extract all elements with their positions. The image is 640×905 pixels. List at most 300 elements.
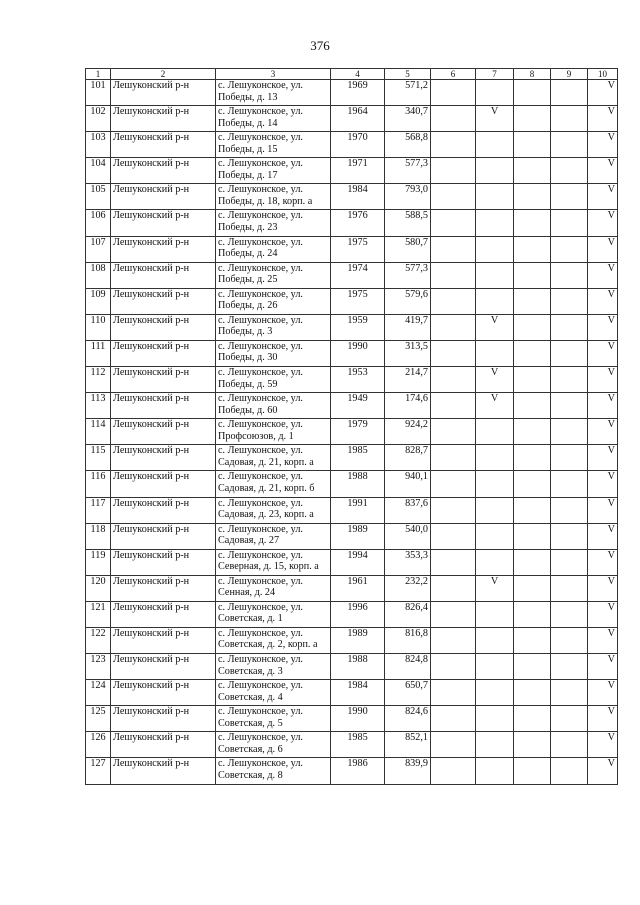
address-line-1: с. Лешуконское, ул. (218, 654, 303, 666)
address-line-1: с. Лешуконское, ул. (218, 627, 303, 639)
mark-cell-10: V (588, 471, 618, 497)
mark-cell-9 (551, 80, 588, 106)
row-number: 105 (86, 184, 111, 210)
district-cell: Лешуконский р-н (111, 758, 216, 784)
address-line-1: с. Лешуконское, ул. (218, 471, 303, 483)
table-row (86, 288, 618, 314)
address-cell (216, 288, 331, 314)
address-line-2: Победы, д. 14 (218, 117, 278, 129)
mark-cell-7: V (476, 575, 514, 601)
address-line-2: Победы, д. 30 (218, 352, 278, 364)
year-cell: 1985 (331, 732, 385, 758)
address-cell (216, 445, 331, 471)
mark-cell-10: V (588, 419, 618, 445)
mark-cell-8 (514, 601, 551, 627)
address-cell (216, 575, 331, 601)
area-cell: 419,7 (385, 314, 431, 340)
address-cell (216, 106, 331, 132)
row-number: 107 (86, 236, 111, 262)
mark-cell-10: V (588, 445, 618, 471)
mark-cell-6 (431, 132, 476, 158)
mark-cell-10: V (588, 288, 618, 314)
mark-cell-7: V (476, 393, 514, 419)
address-line-1: с. Лешуконское, ул. (218, 393, 303, 405)
address-line-2: Советская, д. 2, корп. а (218, 639, 318, 651)
table-row (86, 549, 618, 575)
row-number: 115 (86, 445, 111, 471)
district-cell: Лешуконский р-н (111, 523, 216, 549)
address-cell (216, 236, 331, 262)
mark-cell-6 (431, 758, 476, 784)
year-cell: 1969 (331, 80, 385, 106)
year-cell: 1964 (331, 106, 385, 132)
mark-cell-10: V (588, 367, 618, 393)
district-cell: Лешуконский р-н (111, 706, 216, 732)
year-cell: 1996 (331, 601, 385, 627)
address-line-1: с. Лешуконское, ул. (218, 288, 303, 300)
district-cell: Лешуконский р-н (111, 158, 216, 184)
mark-cell-6 (431, 732, 476, 758)
mark-cell-9 (551, 732, 588, 758)
address-cell (216, 471, 331, 497)
mark-cell-6 (431, 549, 476, 575)
row-number: 125 (86, 706, 111, 732)
district-cell: Лешуконский р-н (111, 601, 216, 627)
area-cell: 353,3 (385, 549, 431, 575)
year-cell: 1989 (331, 627, 385, 653)
address-cell (216, 523, 331, 549)
address-line-2: Победы, д. 17 (218, 169, 278, 181)
district-cell: Лешуконский р-н (111, 654, 216, 680)
address-cell (216, 262, 331, 288)
area-cell: 588,5 (385, 210, 431, 236)
mark-cell-8 (514, 706, 551, 732)
row-number: 113 (86, 393, 111, 419)
mark-cell-10: V (588, 523, 618, 549)
area-cell: 232,2 (385, 575, 431, 601)
table-row (86, 654, 618, 680)
year-cell: 1994 (331, 549, 385, 575)
mark-cell-9 (551, 706, 588, 732)
area-cell: 824,6 (385, 706, 431, 732)
mark-cell-9 (551, 106, 588, 132)
table-row (86, 132, 618, 158)
table-row (86, 706, 618, 732)
address-line-2: Победы, д. 23 (218, 221, 278, 233)
table-row (86, 210, 618, 236)
district-cell: Лешуконский р-н (111, 471, 216, 497)
column-header: 4 (331, 69, 385, 80)
mark-cell-10: V (588, 314, 618, 340)
table-row (86, 732, 618, 758)
address-line-1: с. Лешуконское, ул. (218, 706, 303, 718)
year-cell: 1984 (331, 680, 385, 706)
mark-cell-8 (514, 80, 551, 106)
row-number: 112 (86, 367, 111, 393)
area-cell: 824,8 (385, 654, 431, 680)
mark-cell-6 (431, 340, 476, 366)
mark-cell-7 (476, 706, 514, 732)
mark-cell-7 (476, 627, 514, 653)
address-line-1: с. Лешуконское, ул. (218, 210, 303, 222)
district-cell: Лешуконский р-н (111, 393, 216, 419)
mark-cell-6 (431, 236, 476, 262)
mark-cell-10: V (588, 210, 618, 236)
mark-cell-6 (431, 654, 476, 680)
table-row (86, 523, 618, 549)
year-cell: 1991 (331, 497, 385, 523)
address-cell (216, 393, 331, 419)
mark-cell-9 (551, 158, 588, 184)
column-header: 7 (476, 69, 514, 80)
address-cell (216, 340, 331, 366)
area-cell: 826,4 (385, 601, 431, 627)
mark-cell-6 (431, 680, 476, 706)
address-line-1: с. Лешуконское, ул. (218, 758, 303, 770)
address-line-2: Советская, д. 1 (218, 613, 283, 625)
mark-cell-8 (514, 680, 551, 706)
address-cell (216, 80, 331, 106)
address-cell (216, 184, 331, 210)
mark-cell-7 (476, 80, 514, 106)
row-number: 109 (86, 288, 111, 314)
mark-cell-6 (431, 627, 476, 653)
mark-cell-10: V (588, 627, 618, 653)
address-line-1: с. Лешуконское, ул. (218, 158, 303, 170)
column-header: 3 (216, 69, 331, 80)
mark-cell-8 (514, 549, 551, 575)
mark-cell-7 (476, 288, 514, 314)
row-number: 124 (86, 680, 111, 706)
year-cell: 1988 (331, 471, 385, 497)
mark-cell-6 (431, 184, 476, 210)
area-cell: 577,3 (385, 262, 431, 288)
address-line-1: с. Лешуконское, ул. (218, 549, 303, 561)
table-row (86, 158, 618, 184)
table-row (86, 575, 618, 601)
address-line-1: с. Лешуконское, ул. (218, 367, 303, 379)
row-number: 114 (86, 419, 111, 445)
mark-cell-7: V (476, 314, 514, 340)
row-number: 121 (86, 601, 111, 627)
row-number: 110 (86, 314, 111, 340)
year-cell: 1949 (331, 393, 385, 419)
address-line-2: Победы, д. 3 (218, 326, 273, 338)
address-line-2: Победы, д. 18, корп. а (218, 195, 313, 207)
mark-cell-8 (514, 106, 551, 132)
mark-cell-7 (476, 758, 514, 784)
mark-cell-6 (431, 419, 476, 445)
district-cell: Лешуконский р-н (111, 419, 216, 445)
mark-cell-9 (551, 758, 588, 784)
mark-cell-10: V (588, 680, 618, 706)
row-number: 122 (86, 627, 111, 653)
area-cell: 214,7 (385, 367, 431, 393)
mark-cell-7 (476, 523, 514, 549)
mark-cell-6 (431, 523, 476, 549)
address-cell (216, 680, 331, 706)
address-line-2: Советская, д. 5 (218, 717, 283, 729)
column-header: 8 (514, 69, 551, 80)
district-cell: Лешуконский р-н (111, 680, 216, 706)
mark-cell-10: V (588, 575, 618, 601)
row-number: 126 (86, 732, 111, 758)
address-line-1: с. Лешуконское, ул. (218, 236, 303, 248)
mark-cell-10: V (588, 80, 618, 106)
table-row (86, 393, 618, 419)
year-cell: 1984 (331, 184, 385, 210)
mark-cell-9 (551, 419, 588, 445)
mark-cell-10: V (588, 106, 618, 132)
mark-cell-9 (551, 262, 588, 288)
address-line-1: с. Лешуконское, ул. (218, 314, 303, 326)
mark-cell-6 (431, 80, 476, 106)
table-row (86, 445, 618, 471)
address-line-1: с. Лешуконское, ул. (218, 106, 303, 118)
mark-cell-8 (514, 262, 551, 288)
mark-cell-9 (551, 627, 588, 653)
table-row (86, 367, 618, 393)
district-cell: Лешуконский р-н (111, 497, 216, 523)
mark-cell-7 (476, 262, 514, 288)
mark-cell-8 (514, 132, 551, 158)
table-row (86, 419, 618, 445)
table-row (86, 497, 618, 523)
mark-cell-8 (514, 236, 551, 262)
district-cell: Лешуконский р-н (111, 236, 216, 262)
mark-cell-7 (476, 158, 514, 184)
mark-cell-6 (431, 497, 476, 523)
mark-cell-8 (514, 627, 551, 653)
address-cell (216, 732, 331, 758)
column-header: 10 (588, 69, 618, 80)
address-line-1: с. Лешуконское, ул. (218, 262, 303, 274)
year-cell: 1979 (331, 419, 385, 445)
area-cell: 580,7 (385, 236, 431, 262)
address-cell (216, 497, 331, 523)
year-cell: 1988 (331, 654, 385, 680)
mark-cell-6 (431, 210, 476, 236)
column-header-row (86, 69, 618, 80)
mark-cell-8 (514, 523, 551, 549)
table-row (86, 627, 618, 653)
mark-cell-9 (551, 184, 588, 210)
address-line-1: с. Лешуконское, ул. (218, 680, 303, 692)
area-cell: 828,7 (385, 445, 431, 471)
district-cell: Лешуконский р-н (111, 575, 216, 601)
address-cell (216, 158, 331, 184)
row-number: 118 (86, 523, 111, 549)
mark-cell-7 (476, 732, 514, 758)
year-cell: 1975 (331, 236, 385, 262)
mark-cell-6 (431, 706, 476, 732)
mark-cell-9 (551, 288, 588, 314)
row-number: 117 (86, 497, 111, 523)
column-header: 1 (86, 69, 111, 80)
address-line-2: Профсоюзов, д. 1 (218, 430, 294, 442)
mark-cell-6 (431, 314, 476, 340)
mark-cell-9 (551, 445, 588, 471)
district-cell: Лешуконский р-н (111, 367, 216, 393)
address-line-2: Победы, д. 26 (218, 300, 278, 312)
mark-cell-7 (476, 340, 514, 366)
mark-cell-7 (476, 184, 514, 210)
housing-registry-table (85, 68, 618, 785)
address-line-1: с. Лешуконское, ул. (218, 184, 303, 196)
area-cell: 940,1 (385, 471, 431, 497)
year-cell: 1971 (331, 158, 385, 184)
address-line-2: Советская, д. 6 (218, 743, 283, 755)
table-row (86, 340, 618, 366)
district-cell: Лешуконский р-н (111, 288, 216, 314)
mark-cell-6 (431, 106, 476, 132)
mark-cell-8 (514, 575, 551, 601)
page-number: 376 (310, 38, 330, 53)
mark-cell-10: V (588, 184, 618, 210)
mark-cell-8 (514, 471, 551, 497)
row-number: 103 (86, 132, 111, 158)
mark-cell-10: V (588, 601, 618, 627)
area-cell: 540,0 (385, 523, 431, 549)
mark-cell-7: V (476, 367, 514, 393)
year-cell: 1961 (331, 575, 385, 601)
mark-cell-8 (514, 158, 551, 184)
area-cell: 650,7 (385, 680, 431, 706)
area-cell: 839,9 (385, 758, 431, 784)
row-number: 116 (86, 471, 111, 497)
mark-cell-10: V (588, 340, 618, 366)
address-cell (216, 367, 331, 393)
table-row (86, 601, 618, 627)
address-line-2: Сенная, д. 24 (218, 587, 276, 599)
address-line-1: с. Лешуконское, ул. (218, 340, 303, 352)
mark-cell-7 (476, 549, 514, 575)
mark-cell-7 (476, 419, 514, 445)
mark-cell-9 (551, 549, 588, 575)
row-number: 108 (86, 262, 111, 288)
district-cell: Лешуконский р-н (111, 549, 216, 575)
column-header: 6 (431, 69, 476, 80)
year-cell: 1990 (331, 340, 385, 366)
address-line-2: Победы, д. 25 (218, 274, 278, 286)
address-line-2: Победы, д. 15 (218, 143, 278, 155)
year-cell: 1986 (331, 758, 385, 784)
address-line-2: Садовая, д. 21, корп. а (218, 456, 314, 468)
address-cell (216, 419, 331, 445)
address-cell (216, 314, 331, 340)
year-cell: 1976 (331, 210, 385, 236)
mark-cell-8 (514, 393, 551, 419)
mark-cell-9 (551, 680, 588, 706)
mark-cell-9 (551, 523, 588, 549)
table-row (86, 758, 618, 784)
area-cell: 340,7 (385, 106, 431, 132)
mark-cell-8 (514, 184, 551, 210)
mark-cell-7 (476, 497, 514, 523)
mark-cell-10: V (588, 158, 618, 184)
district-cell: Лешуконский р-н (111, 210, 216, 236)
mark-cell-10: V (588, 497, 618, 523)
row-number: 106 (86, 210, 111, 236)
address-cell (216, 706, 331, 732)
district-cell: Лешуконский р-н (111, 732, 216, 758)
district-cell: Лешуконский р-н (111, 314, 216, 340)
mark-cell-7 (476, 471, 514, 497)
table-row (86, 680, 618, 706)
district-cell: Лешуконский р-н (111, 106, 216, 132)
area-cell: 568,8 (385, 132, 431, 158)
area-cell: 924,2 (385, 419, 431, 445)
area-cell: 579,6 (385, 288, 431, 314)
mark-cell-7 (476, 654, 514, 680)
address-line-1: с. Лешуконское, ул. (218, 419, 303, 431)
area-cell: 793,0 (385, 184, 431, 210)
area-cell: 577,3 (385, 158, 431, 184)
mark-cell-10: V (588, 654, 618, 680)
mark-cell-10: V (588, 706, 618, 732)
address-line-1: с. Лешуконское, ул. (218, 523, 303, 535)
address-cell (216, 627, 331, 653)
mark-cell-8 (514, 288, 551, 314)
row-number: 123 (86, 654, 111, 680)
mark-cell-6 (431, 575, 476, 601)
year-cell: 1990 (331, 706, 385, 732)
area-cell: 313,5 (385, 340, 431, 366)
mark-cell-7 (476, 236, 514, 262)
area-cell: 174,6 (385, 393, 431, 419)
area-cell: 852,1 (385, 732, 431, 758)
mark-cell-10: V (588, 262, 618, 288)
mark-cell-8 (514, 497, 551, 523)
address-line-2: Садовая, д. 21, корп. б (218, 482, 315, 494)
mark-cell-10: V (588, 393, 618, 419)
address-line-2: Победы, д. 24 (218, 248, 278, 260)
area-cell: 837,6 (385, 497, 431, 523)
address-line-2: Победы, д. 60 (218, 404, 278, 416)
year-cell: 1970 (331, 132, 385, 158)
district-cell: Лешуконский р-н (111, 262, 216, 288)
mark-cell-6 (431, 288, 476, 314)
mark-cell-8 (514, 758, 551, 784)
year-cell: 1975 (331, 288, 385, 314)
year-cell: 1985 (331, 445, 385, 471)
year-cell: 1974 (331, 262, 385, 288)
mark-cell-8 (514, 445, 551, 471)
address-cell (216, 758, 331, 784)
address-cell (216, 601, 331, 627)
mark-cell-9 (551, 393, 588, 419)
district-cell: Лешуконский р-н (111, 80, 216, 106)
address-cell (216, 132, 331, 158)
row-number: 102 (86, 106, 111, 132)
mark-cell-6 (431, 262, 476, 288)
mark-cell-9 (551, 132, 588, 158)
mark-cell-7: V (476, 106, 514, 132)
mark-cell-10: V (588, 758, 618, 784)
table-row (86, 314, 618, 340)
district-cell: Лешуконский р-н (111, 340, 216, 366)
mark-cell-6 (431, 158, 476, 184)
address-line-1: с. Лешуконское, ул. (218, 601, 303, 613)
mark-cell-9 (551, 575, 588, 601)
year-cell: 1959 (331, 314, 385, 340)
mark-cell-7 (476, 601, 514, 627)
mark-cell-7 (476, 445, 514, 471)
mark-cell-8 (514, 340, 551, 366)
district-cell: Лешуконский р-н (111, 445, 216, 471)
address-line-1: с. Лешуконское, ул. (218, 132, 303, 144)
address-line-1: с. Лешуконское, ул. (218, 445, 303, 457)
